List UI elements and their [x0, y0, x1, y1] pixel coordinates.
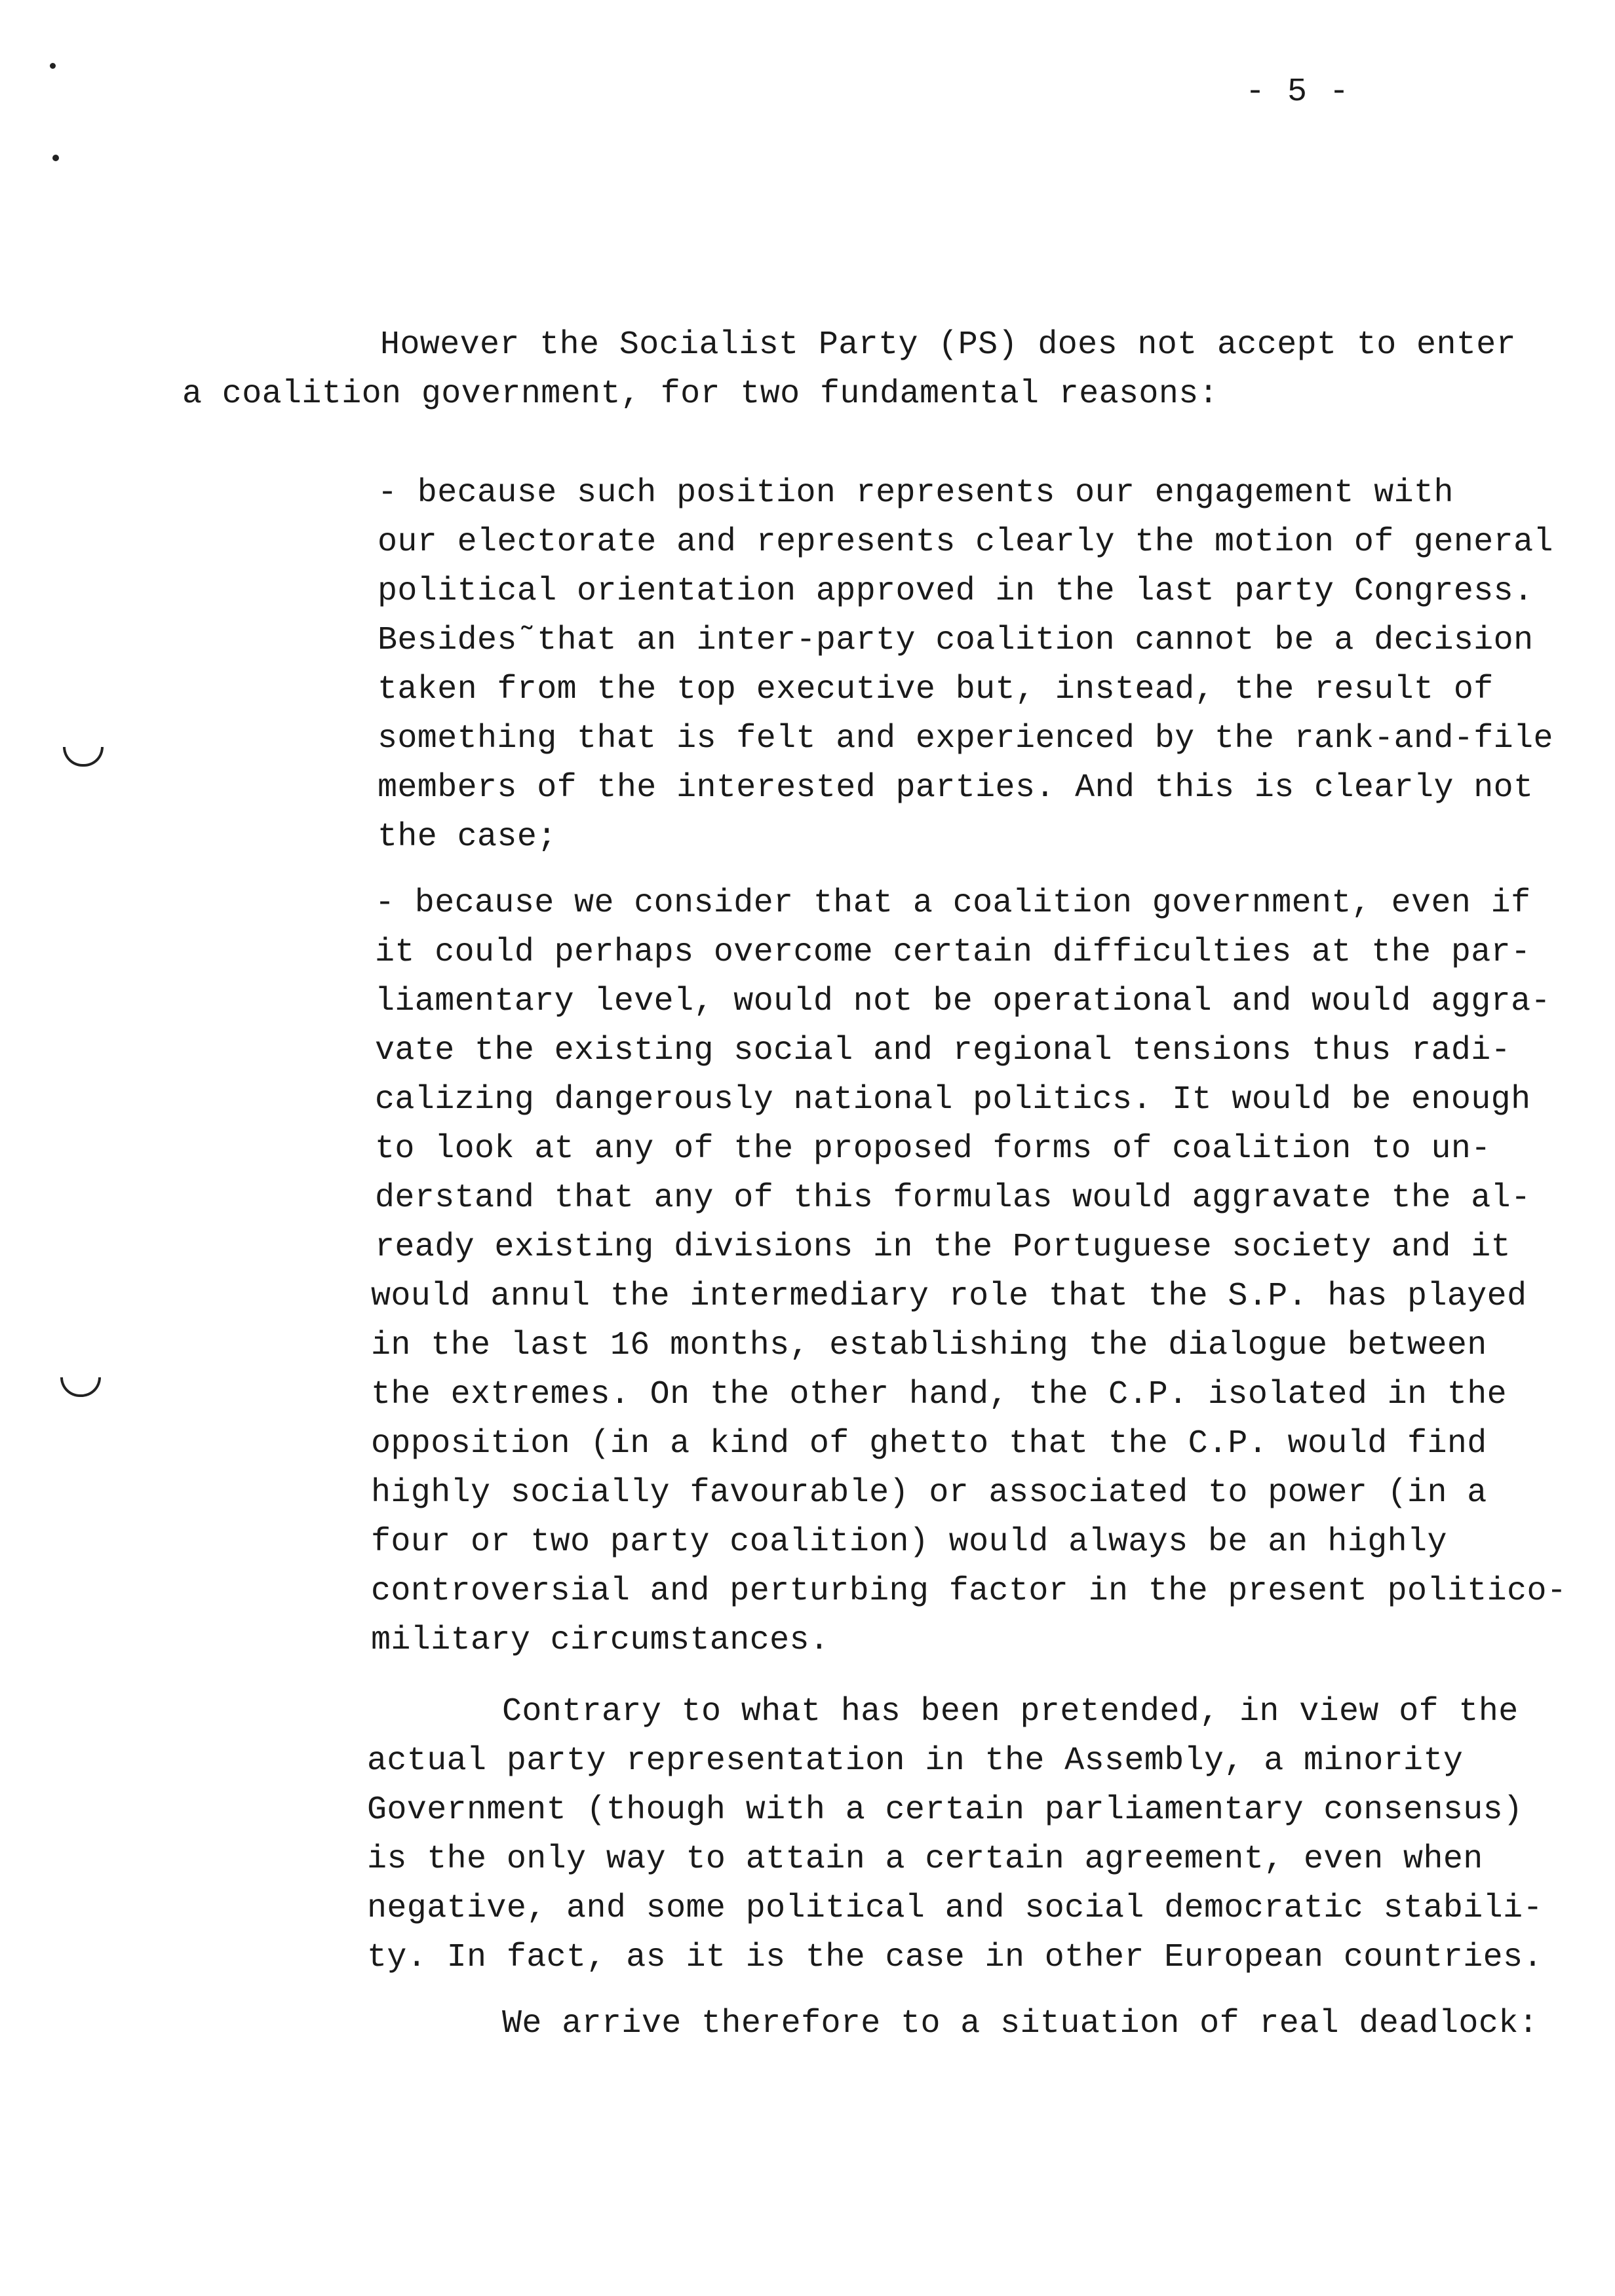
bullet-one-line: political orientation approved in the last party Congress. — [378, 573, 1534, 610]
bullet-two-line: derstand that any of this formulas would aggravate the al- — [375, 1179, 1531, 1217]
bullet-two-line: highly socially favourable) or associated to power (in a — [371, 1474, 1487, 1512]
bullet-one-line: our electorate and represents clearly the motion of general — [378, 524, 1553, 561]
bullet-two-line: the extremes. On the other hand, the C.P. isolated in the — [371, 1376, 1508, 1413]
contrary-line: Government (though with a certain parliamentary consensus) — [367, 1791, 1523, 1829]
bullet-two-line: in the last 16 months, establishing the dialogue between — [371, 1327, 1487, 1364]
bullet-one-line: - because such position represents our engagement with — [378, 474, 1454, 512]
contrary-line: ty. In fact, as it is the case in other European countries. — [367, 1939, 1543, 1976]
bullet-two-line: controversial and perturbing factor in the present politico- — [371, 1573, 1567, 1610]
bullet-two-line: ready existing divisions in the Portuguese society and it — [375, 1229, 1511, 1266]
bullet-one-line: Besides˜that an inter-party coalition cannot be a decision — [378, 622, 1534, 659]
bullet-two-line: vate the existing social and regional tensions thus radi- — [375, 1032, 1511, 1069]
deadlock-line: We arrive therefore to a situation of real deadlock: — [502, 2005, 1539, 2042]
intro-line: a coalition government, for two fundamental reasons: — [182, 375, 1219, 413]
bullet-two-line: would annul the intermediary role that the S.P. has played — [371, 1278, 1527, 1315]
binding-hole-mark — [63, 747, 104, 767]
contrary-line: is the only way to attain a certain agreement, even when — [367, 1841, 1483, 1878]
contrary-line: negative, and some political and social democratic stabili- — [367, 1890, 1543, 1927]
bullet-two-line: liamentary level, would not be operational and would aggra- — [375, 983, 1551, 1020]
scan-speck — [52, 155, 59, 161]
contrary-line: actual party representation in the Assembly, a minority — [367, 1742, 1464, 1780]
bullet-two-line: calizing dangerously national politics. It would be enough — [375, 1081, 1531, 1119]
bullet-one-line: something that is felt and experienced by the rank-and-file — [378, 720, 1553, 757]
bullet-one-line: members of the interested parties. And this is clearly not — [378, 769, 1534, 807]
bullet-two-line: - because we consider that a coalition government, even if — [375, 885, 1531, 922]
bullet-two-line: it could perhaps overcome certain difficulties at the par- — [375, 934, 1531, 971]
bullet-one-line: the case; — [378, 818, 557, 856]
scan-speck — [50, 63, 56, 69]
bullet-two-line: military circumstances. — [371, 1622, 830, 1659]
contrary-line: Contrary to what has been pretended, in view of the — [502, 1693, 1519, 1731]
bullet-two-line: to look at any of the proposed forms of coalition to un- — [375, 1130, 1491, 1168]
bullet-two-line: four or two party coalition) would always be an highly — [371, 1523, 1447, 1561]
bullet-one-line: taken from the top executive but, instead, the result of — [378, 671, 1494, 708]
bullet-two-line: opposition (in a kind of ghetto that the C.P. would find — [371, 1425, 1487, 1463]
binding-hole-mark — [60, 1377, 101, 1397]
page-number: - 5 - — [1245, 73, 1351, 111]
intro-line: However the Socialist Party (PS) does not accept to enter — [380, 326, 1517, 364]
